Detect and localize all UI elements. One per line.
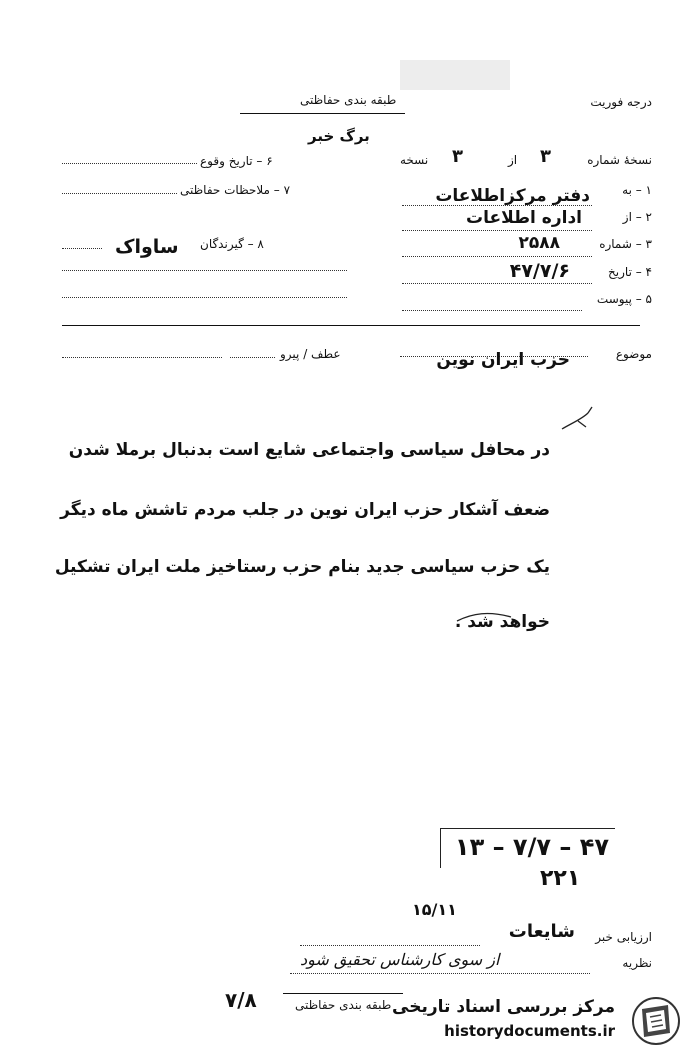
to-label: ۱ – به bbox=[622, 183, 652, 197]
urgency-label: درجه فوریت bbox=[590, 95, 652, 109]
margin-pen-mark bbox=[560, 405, 605, 435]
left-dots-1 bbox=[62, 270, 347, 271]
footer-classification-label: طبقه بندی حفاظتی bbox=[295, 998, 392, 1012]
date-dots bbox=[402, 283, 592, 284]
to-dots bbox=[402, 205, 592, 206]
reference-dots-right bbox=[230, 357, 275, 358]
stamp-line-1: ۱۳ – ۷/۷ – ۴۷ bbox=[454, 833, 609, 861]
from-value: اداره اطلاعات bbox=[466, 208, 582, 228]
end-pen-mark bbox=[455, 607, 515, 627]
news-evaluation-dots bbox=[300, 945, 480, 946]
stamp-line-2: ۲۲۱ bbox=[540, 866, 581, 891]
number-dots bbox=[402, 256, 592, 257]
opinion-value: از سوی کارشناس تحقیق شود bbox=[300, 950, 500, 969]
date-occurrence-dots bbox=[62, 163, 197, 164]
recipients-value: ساواک bbox=[115, 236, 179, 258]
of-value: ۳ bbox=[452, 146, 463, 167]
scan-smudge bbox=[400, 60, 510, 90]
received-stamp bbox=[440, 828, 615, 868]
left-dots-2 bbox=[62, 297, 347, 298]
section-separator bbox=[62, 325, 640, 326]
attachment-dots bbox=[402, 310, 582, 311]
of-label: از bbox=[508, 153, 518, 167]
opinion-label: نظریه bbox=[622, 956, 652, 970]
bottom-left-number: ۷/۸ bbox=[225, 988, 257, 1012]
date-label: ۴ – تاریخ bbox=[608, 265, 652, 279]
body-line-1: در محافل سیاسی واجتماعی شایع است بدنبال برملا شدن bbox=[68, 440, 550, 460]
security-notes-dots bbox=[62, 193, 177, 194]
archive-logo-icon bbox=[628, 995, 684, 1047]
copy-label: نسخه bbox=[400, 153, 429, 167]
number-value: ۲۵۸۸ bbox=[518, 233, 560, 253]
attachment-label: ۵ – پیوست bbox=[596, 292, 652, 306]
date-occurrence-label: ۶ – تاریخ وقوع bbox=[200, 154, 273, 168]
footer-overline bbox=[283, 993, 403, 994]
news-evaluation-label: ارزیابی خبر bbox=[595, 930, 652, 944]
reference-label: عطف / پیرو bbox=[280, 347, 341, 361]
form-title: برگ خبر bbox=[308, 127, 370, 145]
recipients-label: ۸ – گیرندگان bbox=[200, 237, 264, 251]
recipients-dots bbox=[62, 248, 102, 249]
from-label: ۲ – از bbox=[622, 210, 652, 224]
body-line-3: یک حزب سیاسی جدید بنام حزب رستاخیز ملت ایران تشکیل bbox=[54, 557, 550, 577]
header-underline bbox=[240, 113, 405, 114]
subject-label: موضوع bbox=[615, 347, 652, 361]
brand-name: مرکز بررسی اسناد تاریخی bbox=[392, 997, 615, 1017]
classification-label: طبقه بندی حفاظتی bbox=[300, 93, 397, 107]
number-label: ۳ – شماره bbox=[599, 237, 652, 251]
opinion-dots bbox=[290, 973, 590, 974]
reference-dots-left bbox=[62, 357, 222, 358]
date-value: ۴۷/۷/۶ bbox=[509, 260, 570, 282]
security-notes-label: ۷ – ملاحظات حفاظتی bbox=[180, 183, 291, 197]
body-line-2: ضعف آشکار حزب ایران نوین در جلب مردم تاشش ماه دیگر bbox=[60, 500, 550, 520]
marginal-number: ۱۵/۱۱ bbox=[412, 900, 457, 919]
copy-number-value: ۳ bbox=[540, 146, 551, 167]
brand-url: historydocuments.ir bbox=[444, 1022, 615, 1040]
news-evaluation-value: شایعات bbox=[508, 921, 575, 942]
copy-number-label: نسخهٔ شماره bbox=[587, 153, 652, 167]
subject-value: حزب ایران نوین bbox=[436, 350, 570, 370]
from-dots bbox=[402, 230, 592, 231]
to-value: دفتر مرکزاطلاعات bbox=[435, 186, 590, 206]
body-line-4: خواهد شد . bbox=[454, 612, 550, 632]
